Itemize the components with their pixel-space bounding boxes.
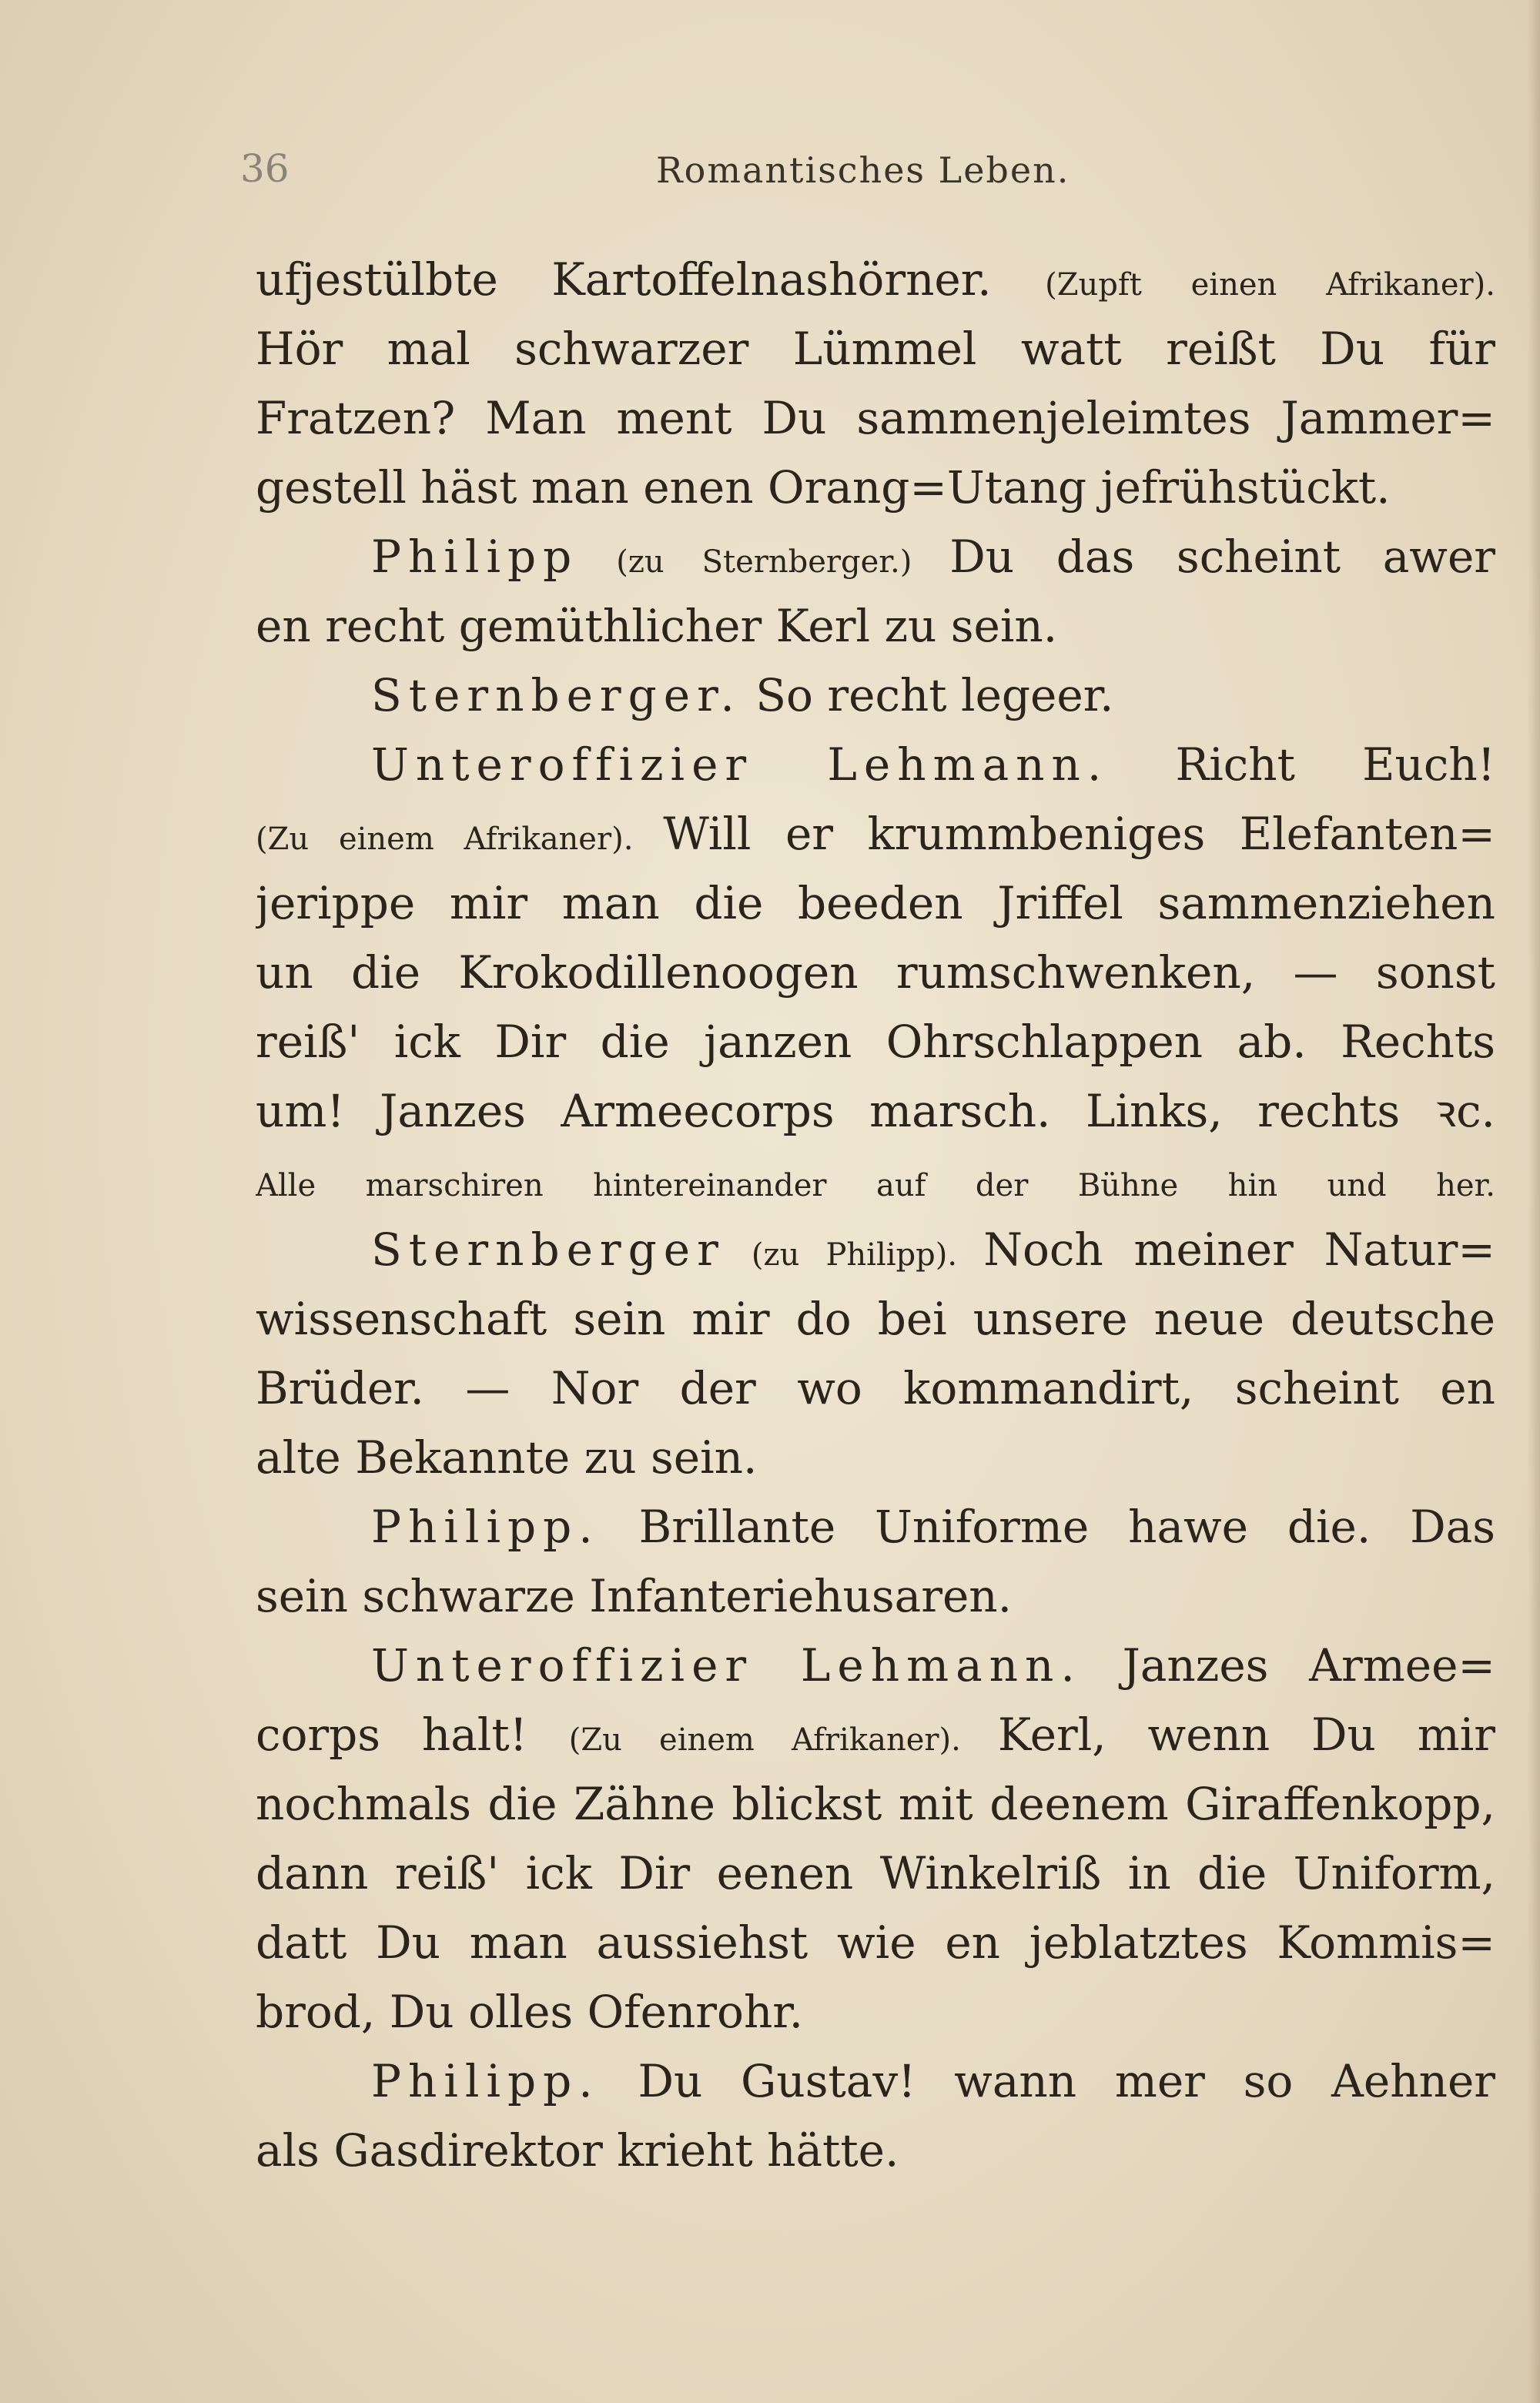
stage-direction: (Zu einem Afrikaner). (256, 822, 664, 857)
dialogue-text: um! Janzes Armeecorps marsch. Links, rechts ꝛc. (256, 1085, 1495, 1137)
speaker-name: Philipp. (371, 1501, 600, 1553)
dialogue-text: dann reiß' ick Dir eenen Winkelriß in die Uniform, (256, 1847, 1495, 1899)
stage-direction: (Zu einem Afrikaner). (568, 1722, 998, 1758)
dialogue-text: ufjestülbte Kartoffelnashörner. (256, 253, 1046, 306)
dialogue-text: Du das scheint awer (949, 530, 1495, 583)
dialogue-text: als Gasdirektor krieht hätte. (256, 2124, 899, 2177)
speaker-name: Unteroffizier Lehmann. (371, 1639, 1082, 1692)
text-line (256, 1769, 1495, 1839)
dialogue-text: Janzes Armee= (1081, 1639, 1495, 1692)
text-line (256, 1354, 1495, 1423)
dialogue-text: wissenschaft sein mir do bei unsere neue deutsche (256, 1293, 1495, 1345)
running-title: Romantisches Leben. (656, 149, 1070, 191)
text-line (256, 938, 1495, 1007)
text-line (256, 522, 1495, 591)
text-line (256, 799, 1495, 868)
dialogue-text: Brillante Uniforme hawe die. Das (599, 1501, 1495, 1553)
dialogue-text: Richt Euch! (1108, 738, 1495, 791)
text-line (256, 245, 1495, 314)
dialogue-text: corps halt! (256, 1709, 569, 1761)
dialogue-text: alte Bekannte zu sein. (256, 1431, 758, 1484)
text-line (256, 661, 1495, 730)
text-line (256, 383, 1495, 453)
dialogue-text: un die Krokodillenoogen rumschwenken, — sonst (256, 946, 1495, 999)
text-line (256, 591, 1495, 661)
stage-direction: (zu Philipp). (725, 1237, 984, 1273)
speaker-name: Sternberger. (371, 669, 742, 721)
page-edge-shadow (1528, 0, 1540, 2403)
text-line (256, 1908, 1495, 1977)
page-header (240, 146, 1495, 200)
dialogue-text: So recht legeer. (741, 669, 1114, 721)
body-text (256, 245, 1495, 2185)
dialogue-text: Kerl, wenn Du mir (997, 1709, 1495, 1761)
text-line (256, 2116, 1495, 2185)
stage-direction: (Zupft einen Afrikaner). (1045, 267, 1495, 303)
text-line (256, 1007, 1495, 1076)
text-line (256, 1977, 1495, 2047)
text-line (256, 1631, 1495, 1700)
dialogue-text: jerippe mir man die beeden Jriffel sammenziehen (256, 877, 1495, 929)
dialogue-text: Hör mal schwarzer Lümmel watt reißt Du für (256, 323, 1495, 375)
speaker-name: Unteroffizier Lehmann. (371, 738, 1109, 791)
stage-direction: Alle marschiren hintereinander auf der Bühne hin und her. (256, 1168, 1495, 1203)
text-line (256, 1492, 1495, 1561)
dialogue-text: Du Gustav! wann mer so Aehner (599, 2055, 1495, 2107)
dialogue-text: Brüder. — Nor der wo kommandirt, scheint en (256, 1362, 1495, 1414)
text-line (256, 1076, 1495, 1146)
stage-direction: (zu Sternberger.) (578, 544, 950, 580)
text-line (256, 1146, 1495, 1215)
dialogue-text: datt Du man aussiehst wie en jeblatztes Kommis= (256, 1916, 1495, 1969)
dialogue-text: nochmals die Zähne blickst mit deenem Giraffenkopp, (256, 1778, 1495, 1830)
dialogue-text: reiß' ick Dir die janzen Ohrschlappen ab. Rechts (256, 1016, 1495, 1068)
speaker-name: Philipp (371, 530, 579, 583)
text-line (256, 1423, 1495, 1492)
text-line (256, 868, 1495, 938)
text-line (256, 1284, 1495, 1354)
text-line (256, 730, 1495, 799)
dialogue-text: Fratzen? Man ment Du sammenjeleimtes Jammer= (256, 392, 1495, 444)
dialogue-text: Noch meiner Natur= (983, 1223, 1495, 1276)
text-line (256, 453, 1495, 522)
speaker-name: Philipp. (371, 2055, 600, 2107)
text-line (256, 1561, 1495, 1631)
text-line (256, 1700, 1495, 1769)
dialogue-text: en recht gemüthlicher Kerl zu sein. (256, 600, 1058, 652)
dialogue-text: sein schwarze Infanteriehusaren. (256, 1570, 1013, 1622)
text-line (256, 2047, 1495, 2116)
text-line (256, 314, 1495, 383)
text-line (256, 1839, 1495, 1908)
dialogue-text: gestell häst man enen Orang=Utang jefrühstückt. (256, 461, 1391, 514)
page-number: 36 (240, 146, 290, 191)
text-line (256, 1215, 1495, 1284)
dialogue-text: Will er krummbeniges Elefanten= (663, 808, 1495, 860)
speaker-name: Sternberger (371, 1223, 725, 1276)
dialogue-text: brod, Du olles Ofenrohr. (256, 1986, 804, 2038)
